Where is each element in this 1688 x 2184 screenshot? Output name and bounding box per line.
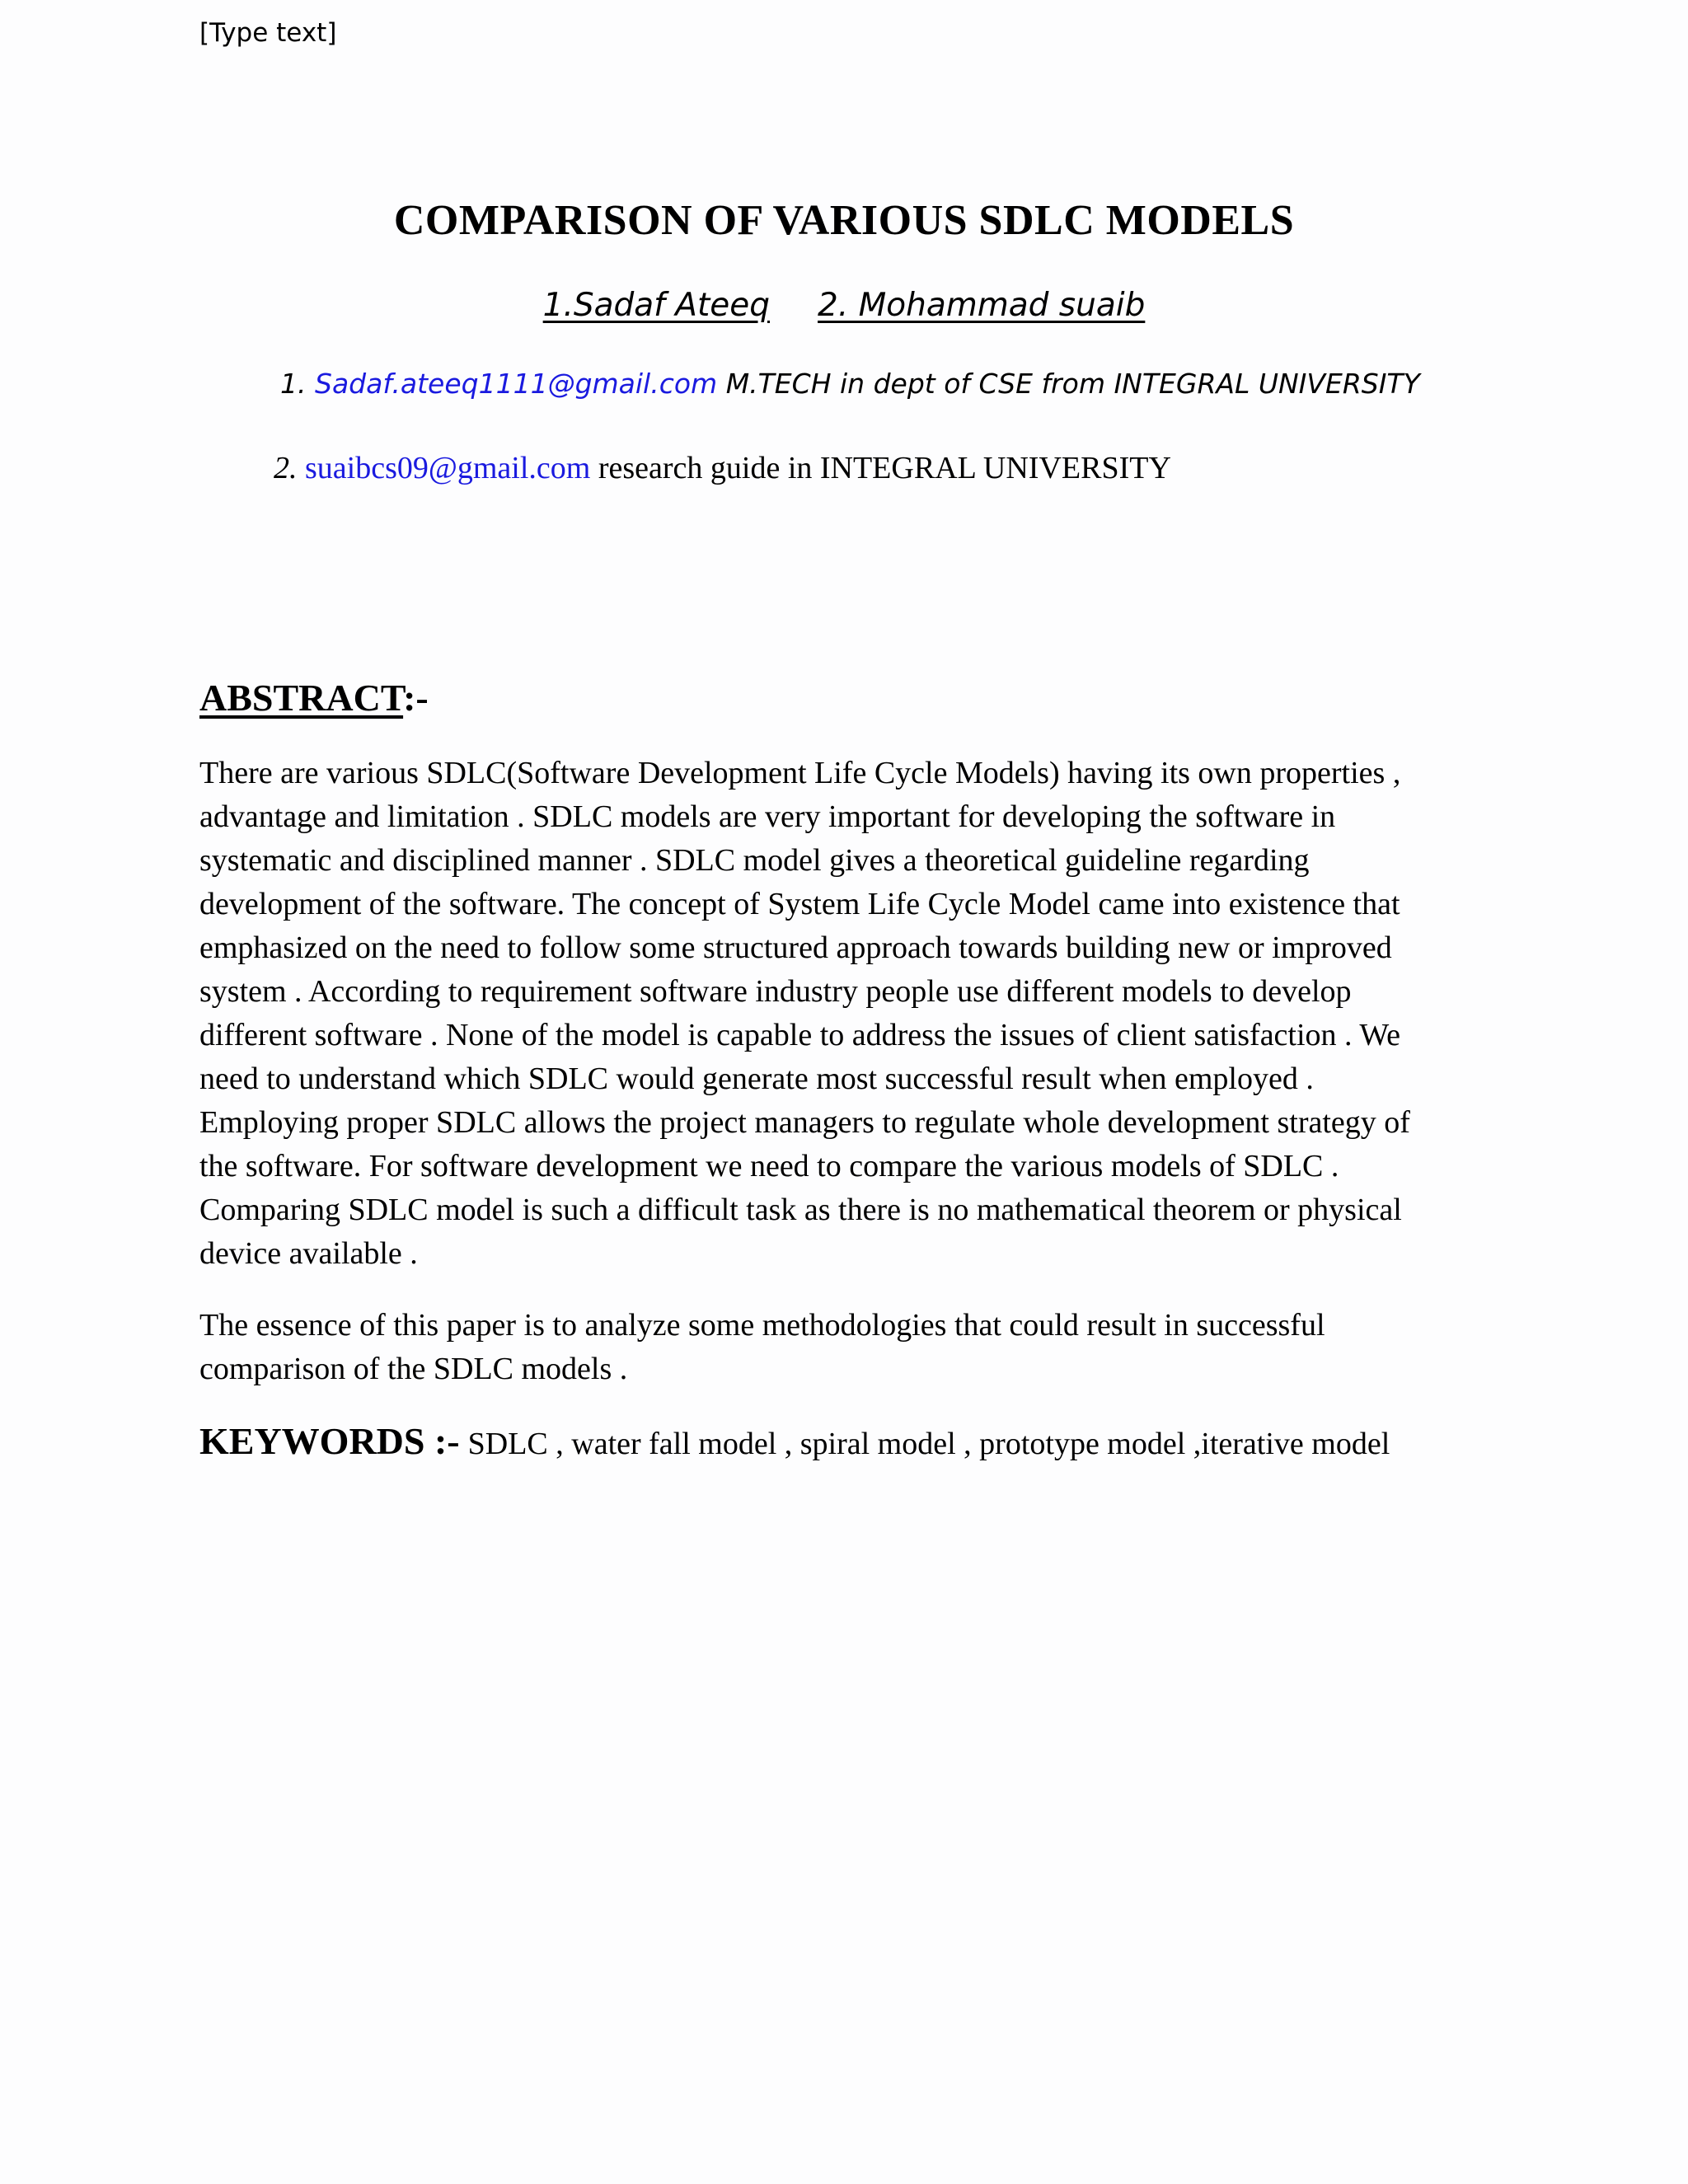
affiliation-2 <box>274 450 1171 486</box>
paper-title: COMPARISON OF VARIOUS SDLC MODELS <box>393 197 1295 244</box>
header-placeholder-text: [Type text] <box>199 18 337 48</box>
keywords-line <box>199 1419 1390 1463</box>
abstract-line: need to understand which SDLC would generate most successful result when employed . <box>199 1062 1314 1096</box>
abstract-line: Comparing SDLC model is such a difficult task as there is no mathematical theorem or physical <box>199 1193 1402 1227</box>
abstract-line: advantage and limitation . SDLC models are very important for developing the software in <box>199 799 1336 834</box>
affiliation-2-email-link[interactable]: suaibcs09@gmail.com <box>305 451 591 485</box>
abstract-heading-label: ABSTRACT <box>199 677 404 719</box>
author-1: 1.Sadaf Ateeq <box>542 287 771 324</box>
author-line <box>0 287 1688 324</box>
abstract-line: Employing proper SDLC allows the project managers to regulate whole development strategy of <box>199 1105 1410 1140</box>
abstract-line: systematic and disciplined manner . SDLC model gives a theoretical guideline regarding <box>199 843 1310 878</box>
abstract-line: the software. For software development we need to compare the various models of SDLC . <box>199 1149 1339 1183</box>
abstract-line: comparison of the SDLC models . <box>199 1352 628 1386</box>
affiliation-1 <box>280 368 1420 400</box>
abstract-paragraph-2 <box>199 1304 1502 1391</box>
abstract-paragraph-1 <box>199 752 1502 1276</box>
abstract-heading-suffix: :- <box>403 677 429 719</box>
abstract-heading <box>199 676 429 719</box>
affiliation-1-number: 1. <box>280 368 307 400</box>
abstract-line: There are various SDLC(Software Development Life Cycle Models) having its own properties , <box>199 756 1401 790</box>
abstract-line: development of the software. The concept of System Life Cycle Model came into existence that <box>199 887 1400 921</box>
affiliation-2-number: 2. <box>274 451 298 485</box>
keywords-text: SDLC , water fall model , spiral model , prototype model ,iterative model <box>467 1427 1390 1461</box>
author-2: 2. Mohammad suaib <box>818 287 1146 324</box>
abstract-line: different software . None of the model is capable to address the issues of client satisfaction . We <box>199 1018 1401 1052</box>
abstract-line: The essence of this paper is to analyze some methodologies that could result in successful <box>199 1308 1325 1343</box>
abstract-line: device available . <box>199 1236 418 1271</box>
affiliation-1-text: M.TECH in dept of CSE from INTEGRAL UNIVERSITY <box>725 368 1420 400</box>
keywords-label: KEYWORDS :- <box>199 1420 460 1462</box>
abstract-line: emphasized on the need to follow some structured approach towards building new or improved <box>199 930 1392 965</box>
abstract-line: system . According to requirement software industry people use different models to develop <box>199 974 1352 1009</box>
affiliation-1-email-link[interactable]: Sadaf.ateeq1111@gmail.com <box>315 368 718 400</box>
affiliation-2-text: research guide in INTEGRAL UNIVERSITY <box>598 451 1171 485</box>
